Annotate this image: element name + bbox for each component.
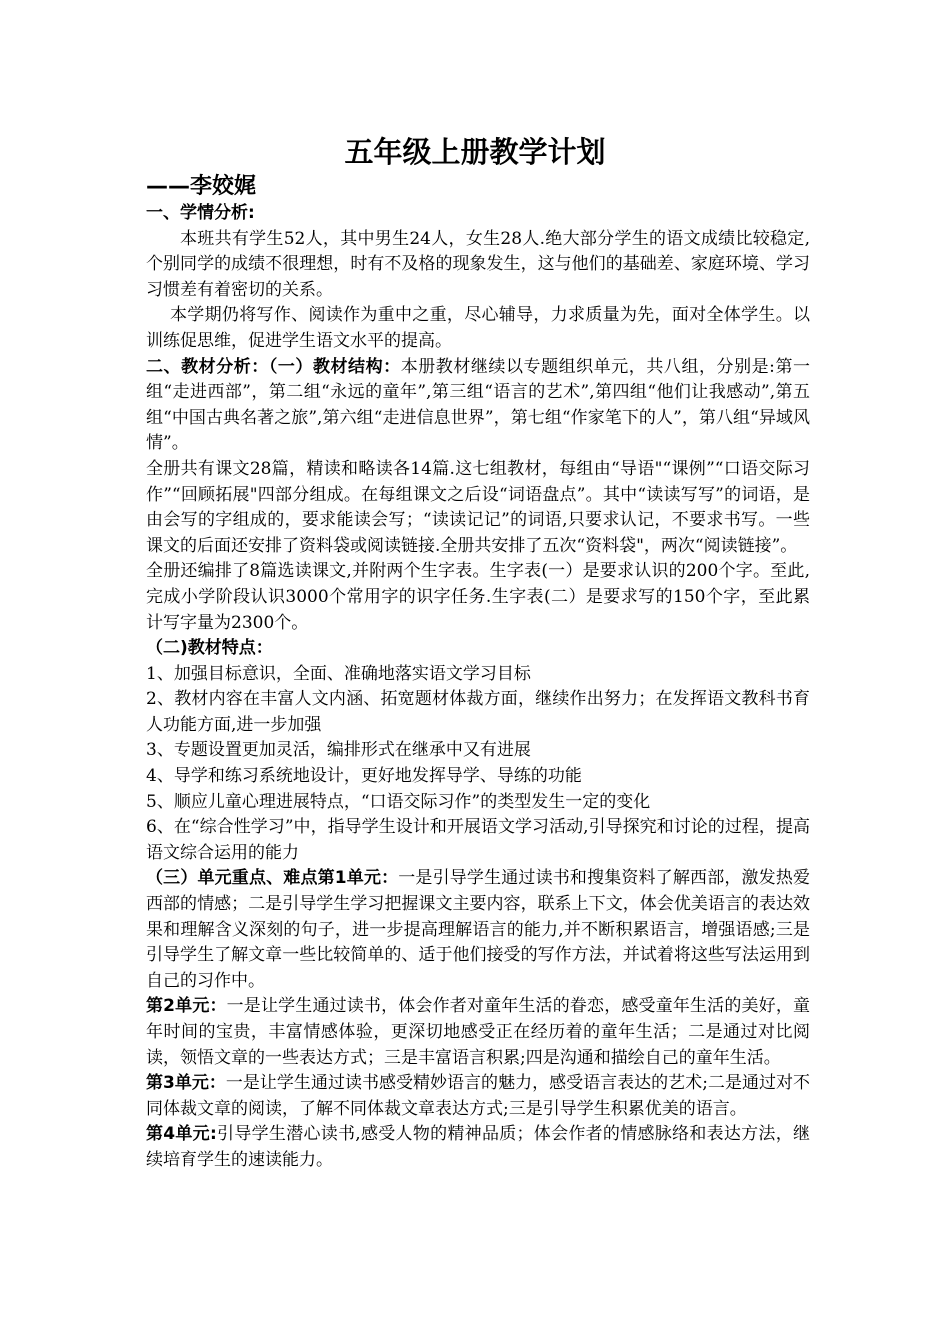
- subsection-heading-text: （三）单元重点、难点第1单元：: [146, 868, 399, 889]
- unit-label: 第3单元：: [146, 1073, 226, 1094]
- paragraph-text: 一是引导学生通过读书和搜集资料了解西部，激发热爱西部的情感；二是引导学生学习把握课文主要内容，联系上下文，体会优美语言的表达效果和理解含义深刻的句子，进一步提高理解语言的能力,并不断积累语言，增强语感;三是引导学生了解文章一些比较简单的、适于他们接受的写作方法，并试着将这些写法运用到自己的习作中。: [146, 868, 811, 991]
- unit-label: 第2单元：: [146, 996, 227, 1017]
- paragraph: 本学期仍将写作、阅读作为重中之重，尽心辅导，力求质量为先，面对全体学生。以训练促思维，促进学生语文水平的提高。: [146, 305, 810, 351]
- section-heading-text: 一、学情分析:: [146, 203, 255, 223]
- list-item: 6、在“综合性学习”中，指导学生设计和开展语文学习活动,引导探究和讨论的过程，提高语文综合运用的能力: [146, 817, 810, 863]
- unit-4-paragraph: [146, 1122, 810, 1173]
- paragraph-text: 一是让学生通过读书感受精妙语言的魅力，感受语言表达的艺术;二是通过对不同体裁文章的阅读，了解不同体裁文章表达方式;三是引导学生积累优美的语言。: [146, 1073, 810, 1119]
- document-author: ——李姣娓: [146, 174, 257, 199]
- section-heading-text: 二、教材分析：（一）教材结构：: [146, 356, 401, 377]
- section-heading-2: [146, 355, 810, 457]
- unit-3-paragraph: [146, 1071, 810, 1122]
- document-title: 五年级上册教学计划: [344, 135, 606, 169]
- paragraph: 本班共有学生52人，其中男生24人，女生28人.绝大部分学生的语文成绩比较稳定,个别同学的成绩不很理想，时有不及格的现象发生，这与他们的基础差、家庭环境、学习习惯差有着密切的关系。: [146, 228, 810, 300]
- subsection-heading-text: （二)教材特点：: [146, 638, 273, 659]
- list-item: 2、教材内容在丰富人文内涵、拓宽题材体裁方面，继续作出努力；在发挥语文教科书育人功能方面,进一步加强: [146, 689, 810, 735]
- list-item: 3、专题设置更加灵活，编排形式在继承中又有进展: [146, 740, 531, 761]
- list-item: 1、加强目标意识，全面、准确地落实语文学习目标: [146, 663, 531, 684]
- list-item: 4、导学和练习系统地设计，更好地发挥导学、导练的功能: [146, 766, 582, 787]
- list-item: 5、顺应儿童心理进展特点，“口语交际习作”的类型发生一定的变化: [146, 791, 651, 812]
- subsection-heading: [146, 636, 810, 662]
- unit-label: 第4单元:: [146, 1124, 217, 1145]
- paragraph: 全册还编排了8篇选读课文,并附两个生字表。生字表(一）是要求认识的200个字。至此,完成小学阶段认识3000个常用字的识字任务.生字表(二）是要求写的150个字，至此累计写字量为2300个。: [146, 561, 810, 633]
- paragraph-text: 引导学生潜心读书,感受人物的精神品质；体会作者的情感脉络和表达方法，继续培育学生的速读能力。: [146, 1124, 810, 1170]
- unit-1-paragraph: [146, 866, 810, 994]
- paragraph-text: 本册教材继续以专题组织单元，共八组，分别是:第一组“走进西部”，第二组“永远的童年”,第三组“语言的艺术”,第四组“他们让我感动”,第五组“中国古典名著之旅”,第六组“走进信息世界”，第七组“作家笔下的人”，第八组“异域风情”。: [146, 356, 810, 454]
- paragraph-text: 一是让学生通过读书，体会作者对童年生活的眷恋，感受童年生活的美好，童年时间的宝贵，丰富情感体验，更深切地感受正在经历着的童年生活；二是通过对比阅读，领悟文章的一些表达方式；三是丰富语言积累;四是沟通和描绘自己的童年生活。: [146, 996, 810, 1068]
- document-body: [146, 201, 810, 1174]
- paragraph: 全册共有课文28篇，精读和略读各14篇.这七组教材，每组由“导语"“课例”“口语交际习作”“回顾拓展"四部分组成。在每组课文之后设“词语盘点”。其中“读读写写”的词语，是由会写的字组成的，要求能读会写；“读读记记”的词语,只要求认记，不要求书写。一些课文的后面还安排了资料袋或阅读链接.全册共安排了五次“资料袋"，两次“阅读链接”。: [146, 458, 810, 556]
- unit-2-paragraph: [146, 994, 810, 1071]
- section-heading-1: [146, 201, 810, 227]
